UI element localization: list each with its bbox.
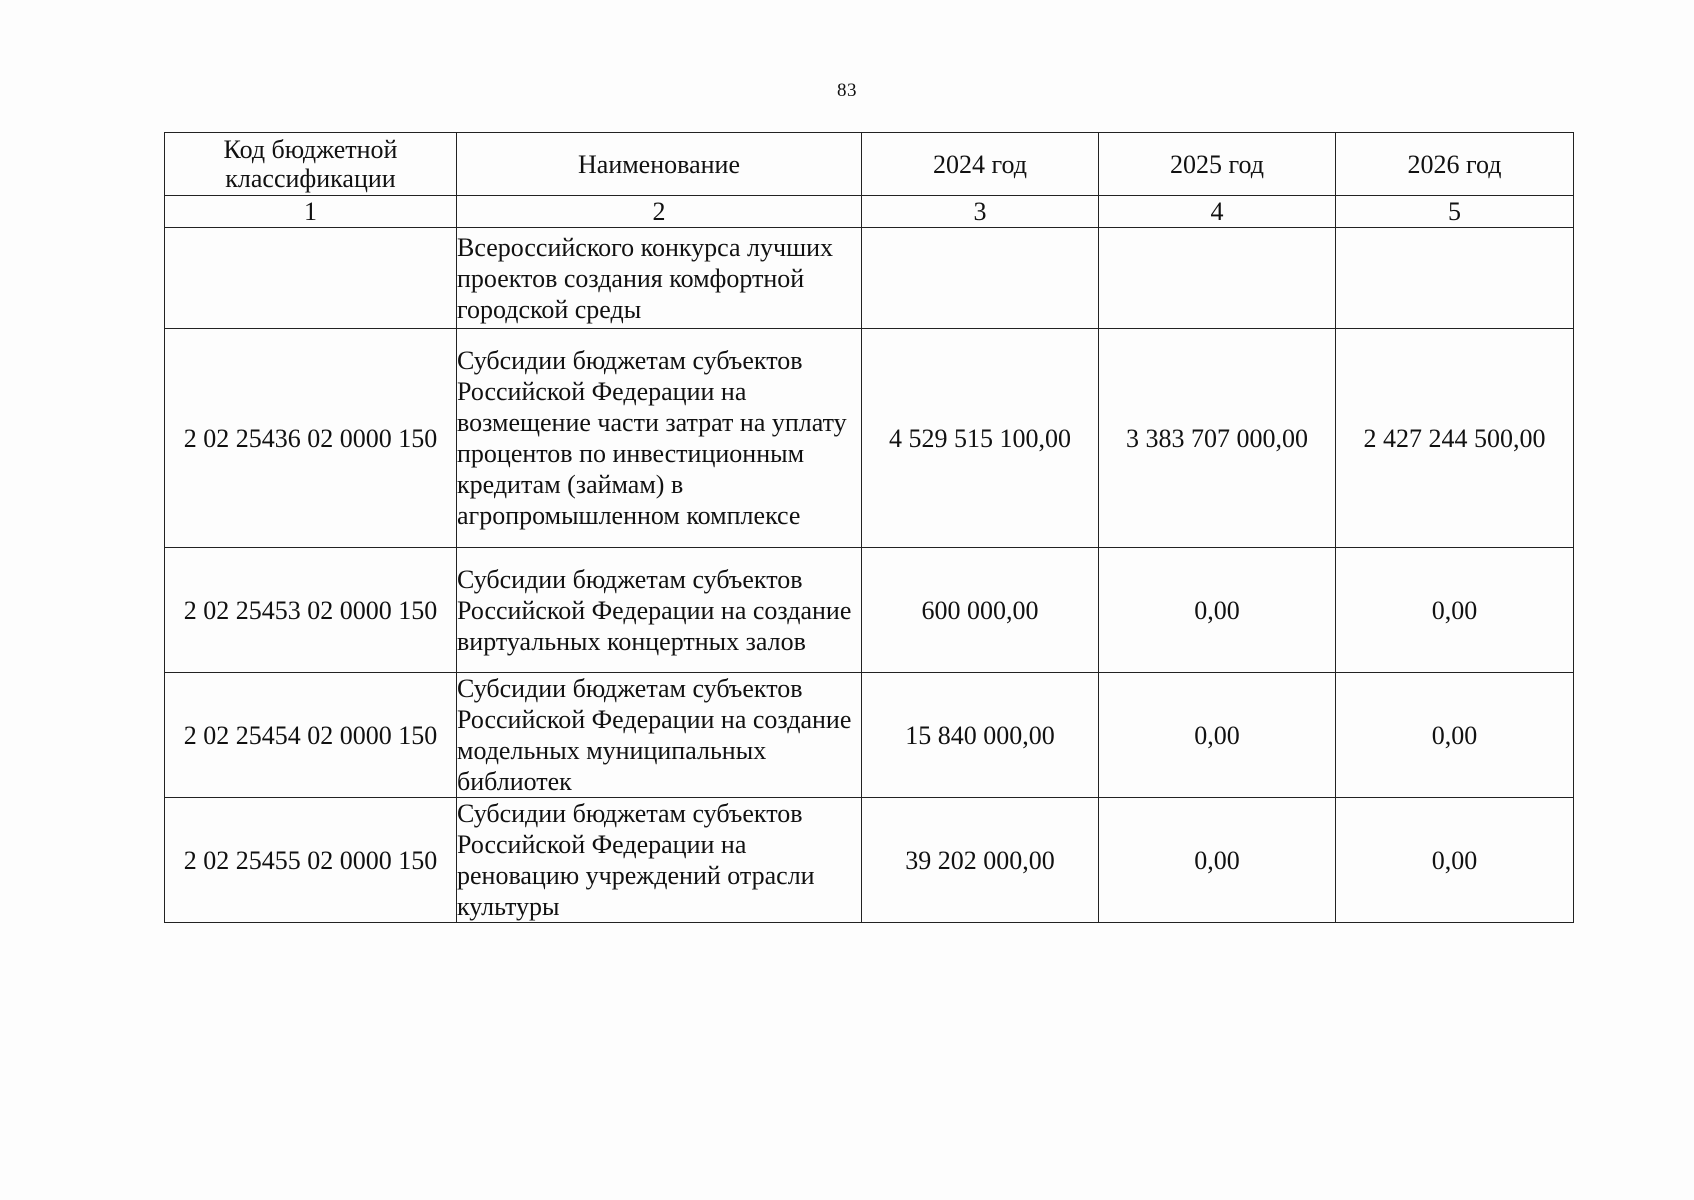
cell-name: Субсидии бюджетам субъектов Российской Федерации на создание виртуальных концертных залов <box>457 548 862 673</box>
column-number: 2 <box>457 196 862 228</box>
cell-2026: 2 427 244 500,00 <box>1336 329 1574 548</box>
table-row <box>165 548 1574 673</box>
cell-name: Субсидии бюджетам субъектов Российской Федерации на создание модельных муниципальных библиотек <box>457 673 862 798</box>
column-number: 4 <box>1099 196 1336 228</box>
header-code: Код бюджетной классификации <box>165 133 457 196</box>
cell-2025 <box>1099 228 1336 329</box>
cell-code: 2 02 25436 02 0000 150 <box>165 329 457 548</box>
cell-2026: 0,00 <box>1336 673 1574 798</box>
page-number: 83 <box>837 80 857 101</box>
cell-2024: 39 202 000,00 <box>862 798 1099 923</box>
cell-2024 <box>862 228 1099 329</box>
cell-name: Субсидии бюджетам субъектов Российской Федерации на возмещение части затрат на уплату процентов по инвестиционным кредитам (займам) в агропромышленном комплексе <box>457 329 862 548</box>
cell-name: Всероссийского конкурса лучших проектов создания комфортной городской среды <box>457 228 862 329</box>
cell-code: 2 02 25453 02 0000 150 <box>165 548 457 673</box>
cell-2026: 0,00 <box>1336 798 1574 923</box>
cell-code: 2 02 25454 02 0000 150 <box>165 673 457 798</box>
cell-code <box>165 228 457 329</box>
cell-2024: 15 840 000,00 <box>862 673 1099 798</box>
cell-code: 2 02 25455 02 0000 150 <box>165 798 457 923</box>
column-number: 5 <box>1336 196 1574 228</box>
cell-2025: 0,00 <box>1099 673 1336 798</box>
cell-2025: 0,00 <box>1099 798 1336 923</box>
header-name: Наименование <box>457 133 862 196</box>
cell-2026: 0,00 <box>1336 548 1574 673</box>
cell-2025: 0,00 <box>1099 548 1336 673</box>
column-number: 1 <box>165 196 457 228</box>
column-number: 3 <box>862 196 1099 228</box>
cell-name: Субсидии бюджетам субъектов Российской Федерации на реновацию учреждений отрасли культуры <box>457 798 862 923</box>
budget-table <box>164 132 1574 923</box>
cell-2025: 3 383 707 000,00 <box>1099 329 1336 548</box>
table-row <box>165 329 1574 548</box>
table-row <box>165 228 1574 329</box>
cell-2024: 4 529 515 100,00 <box>862 329 1099 548</box>
column-number-row <box>165 196 1574 228</box>
table-row <box>165 798 1574 923</box>
table-header-row <box>165 133 1574 196</box>
header-2026: 2026 год <box>1336 133 1574 196</box>
table-row <box>165 673 1574 798</box>
cell-2026 <box>1336 228 1574 329</box>
header-2025: 2025 год <box>1099 133 1336 196</box>
cell-2024: 600 000,00 <box>862 548 1099 673</box>
header-2024: 2024 год <box>862 133 1099 196</box>
